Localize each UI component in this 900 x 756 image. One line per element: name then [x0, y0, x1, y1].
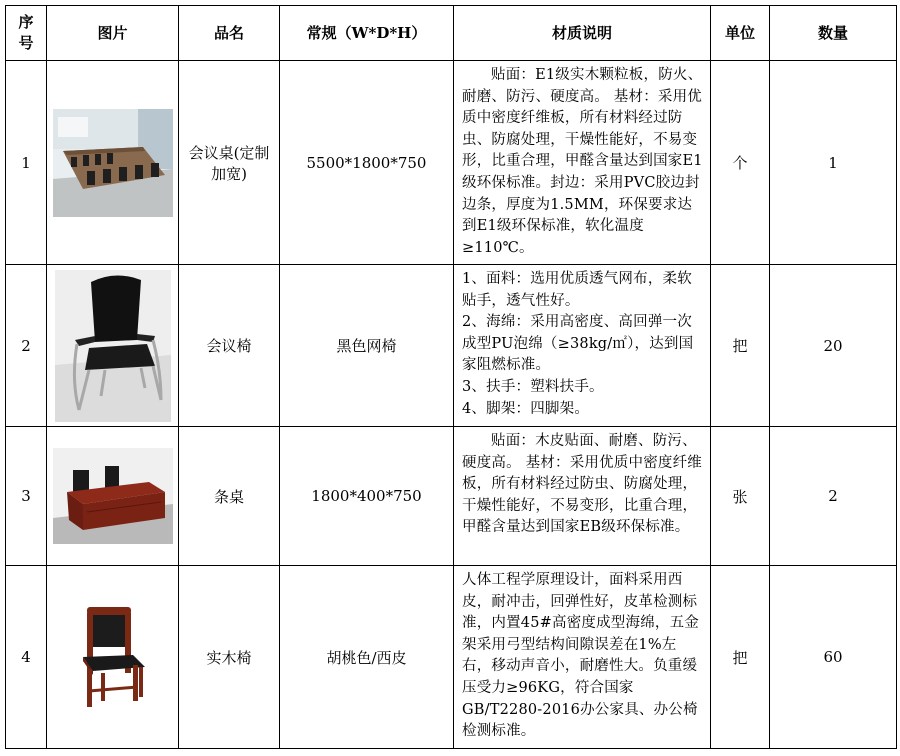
table-row: [6, 61, 897, 265]
material-line: 1、面料：选用优质透气网布，柔软贴手，透气性好。: [462, 271, 692, 309]
table-row: [6, 427, 897, 566]
header-serial: 序 号: [6, 6, 47, 61]
table-row: [6, 566, 897, 749]
cell-material: [454, 265, 711, 427]
mesh-chair-image: [55, 270, 171, 422]
conference-room-image: [53, 109, 173, 217]
cell-serial: 1: [6, 61, 47, 265]
wood-chair-image: [73, 605, 153, 709]
cell-name: 条桌: [179, 427, 280, 566]
cell-image: [47, 427, 179, 566]
cell-spec: 5500*1800*750: [280, 61, 454, 265]
cell-name: 实木椅: [179, 566, 280, 749]
cell-image: [47, 566, 179, 749]
material-text: 贴面：E1级实木颗粒板，防火、耐磨、防污、硬度高。 基材：采用优质中密度纤维板，所有材料经过防虫、防腐处理，干燥性能好，不易变形，比重合理，甲醛含量达到国家E1级环保标准。封边：采用PVC胶边封边条，厚度为1.5MM，环保要求达到E1级环保标准，软化温度≥110℃。: [462, 67, 703, 256]
cell-spec: 黑色网椅: [280, 265, 454, 427]
cell-qty: 2: [770, 427, 897, 566]
header-image: 图片: [47, 6, 179, 61]
cell-qty: 60: [770, 566, 897, 749]
header-spec: 常规（W*D*H）: [280, 6, 454, 61]
cell-serial: 3: [6, 427, 47, 566]
header-name: 品名: [179, 6, 280, 61]
cell-serial: 2: [6, 265, 47, 427]
material-text: 人体工程学原理设计，面料采用西皮，耐冲击，回弹性好，皮革检测标准，内置45#高密度成型海绵，五金架采用弓型结构间隙误差在1%左右，移动声音小，耐磨性大。负重缓压受力≥96KG，符合国家GB/T2280-2016办公家具、办公椅检测标准。: [462, 572, 699, 740]
material-text: 贴面：木皮贴面、耐磨、防污、硬度高。 基材：采用优质中密度纤维板，所有材料经过防虫、防腐处理，干燥性能好，不易变形，比重合理，甲醛含量达到国家EB级环保标准。: [462, 433, 703, 536]
header-material: 材质说明: [454, 6, 711, 61]
cell-material: [454, 427, 711, 566]
cell-image: [47, 265, 179, 427]
header-row: [6, 6, 897, 61]
cell-unit: 个: [711, 61, 770, 265]
cell-qty: 20: [770, 265, 897, 427]
material-line: 2、海绵：采用高密度、高回弹一次成型PU泡绵（≥38kg/㎡），达到国家阻燃标准。: [462, 314, 694, 374]
cell-spec: 胡桃色/西皮: [280, 566, 454, 749]
cell-material: [454, 566, 711, 749]
cell-name: 会议桌(定制加宽): [179, 61, 280, 265]
cell-image: [47, 61, 179, 265]
long-desk-image: [53, 448, 173, 544]
cell-unit: 把: [711, 566, 770, 749]
cell-qty: 1: [770, 61, 897, 265]
cell-name: 会议椅: [179, 265, 280, 427]
cell-serial: 4: [6, 566, 47, 749]
cell-material: [454, 61, 711, 265]
header-unit: 单位: [711, 6, 770, 61]
cell-spec: 1800*400*750: [280, 427, 454, 566]
material-line: 4、脚架：四脚架。: [462, 400, 590, 417]
table-row: [6, 265, 897, 427]
material-line: 3、扶手：塑料扶手。: [462, 378, 604, 395]
furniture-spec-table: [5, 5, 897, 749]
cell-unit: 张: [711, 427, 770, 566]
cell-unit: 把: [711, 265, 770, 427]
header-qty: 数量: [770, 6, 897, 61]
